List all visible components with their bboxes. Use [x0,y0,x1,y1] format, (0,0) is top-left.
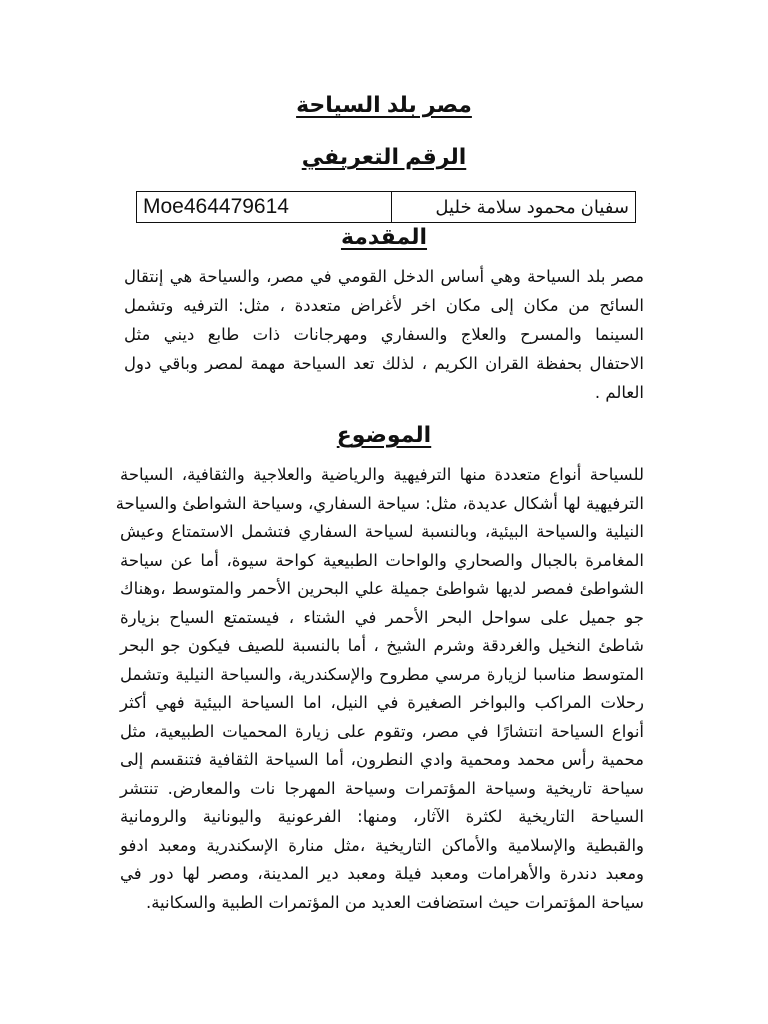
topic-heading [0,420,768,450]
topic-line: النيلية والسياحة البيئية، وبالنسبة لسياحة السفاري فتشمل الاستمتاع وعيش [120,522,644,541]
topic-line: الترفيهية لها أشكال عديدة، مثل: سياحة السفاري، وسياحة الشواطئ والسياحة [115,493,644,513]
topic-line: سياحة المؤتمرات حيث استضافت العديد من المؤتمرات الطبية والسكانية. [145,892,644,912]
topic-paragraph [115,461,644,917]
intro-heading [0,222,768,252]
topic-heading-text: الموضوع [336,422,432,447]
id-heading-text: الرقم التعريفي [301,144,467,169]
intro-line: الاحتفال بحفظة القران الكريم ، لذلك تعد السياحة مهمة لمصر وباقي دول [124,354,644,373]
student-name-cell: سفيان محمود سلامة خليل [392,192,636,223]
intro-line: مصر بلد السياحة وهي أساس الدخل القومي في مصر، والسياحة هي إنتقال [124,267,644,286]
document-title [0,90,768,120]
topic-line: الشواطئ فمصر لديها شواطئ جميلة علي البحرين الأحمر والمتوسط ،وهناك [120,579,644,598]
topic-line: رحلات المراكب والبواخر الصغيرة في النيل، اما السياحة البيئية فهي أكثر [120,693,644,712]
topic-line: للسياحة أنواع متعددة منها الترفيهية والرياضية والعلاجية والثقافية، السياحة [120,465,644,484]
topic-line: المتوسط مناسبا لزيارة مرسي مطروح والإسكندرية، والسياحة النيلية وتشمل [120,664,644,684]
id-table [136,191,636,223]
intro-line: السائح من مكان إلى مكان اخر لأغراض متعددة ، مثل: الترفيه وتشمل [124,296,644,315]
topic-line: جو جميل على سواحل البحر الأحمر في الشتاء ، فيستمتع السياح بزيارة [120,607,644,627]
topic-line: المغامرة بالجبال والصحاري والواحات الطبيعية كواحة سيوة، أما عن سياحة [120,550,644,570]
intro-line: العالم . [594,383,644,402]
id-table-row [137,192,636,223]
id-heading [0,142,768,172]
document-title-text: مصر بلد السياحة [296,92,472,117]
topic-line: أنواع السياحة انتشارًا في مصر، وتقوم على زيارة المحميات الطبيعية، مثل [120,721,644,741]
intro-heading-text: المقدمة [340,224,428,249]
intro-line: السينما والمسرح والعلاج والسفاري ومهرجانات ذات طابع ديني مثل [124,325,644,344]
intro-paragraph [124,262,644,407]
topic-line: والقبطية والإسلامية والأماكن التاريخية ،مثل منارة الإسكندرية ومعبد ادفو [120,835,644,855]
id-number-cell: Moe464479614 [137,192,392,223]
topic-line: سياحة تاريخية وسياحة المؤتمرات وسياحة المهرجا نات والمعارض. تنتشر [120,778,644,798]
topic-line: ومعبد دندرة والأهرامات ومعبد فيلة ومعبد دير المدينة، ومصر لها دور في [120,864,644,883]
topic-line: محمية رأس محمد ومحمية وادي النطرون، أما السياحة الثقافية فتنقسم إلى [120,750,644,769]
topic-line: شاطئ النخيل والغردقة وشرم الشيخ ، أما بالنسبة للصيف فيكون جو البحر [120,636,644,655]
topic-line: السياحة التاريخية لكثرة الآثار، ومنها: الفرعونية واليونانية والرومانية [120,807,644,826]
